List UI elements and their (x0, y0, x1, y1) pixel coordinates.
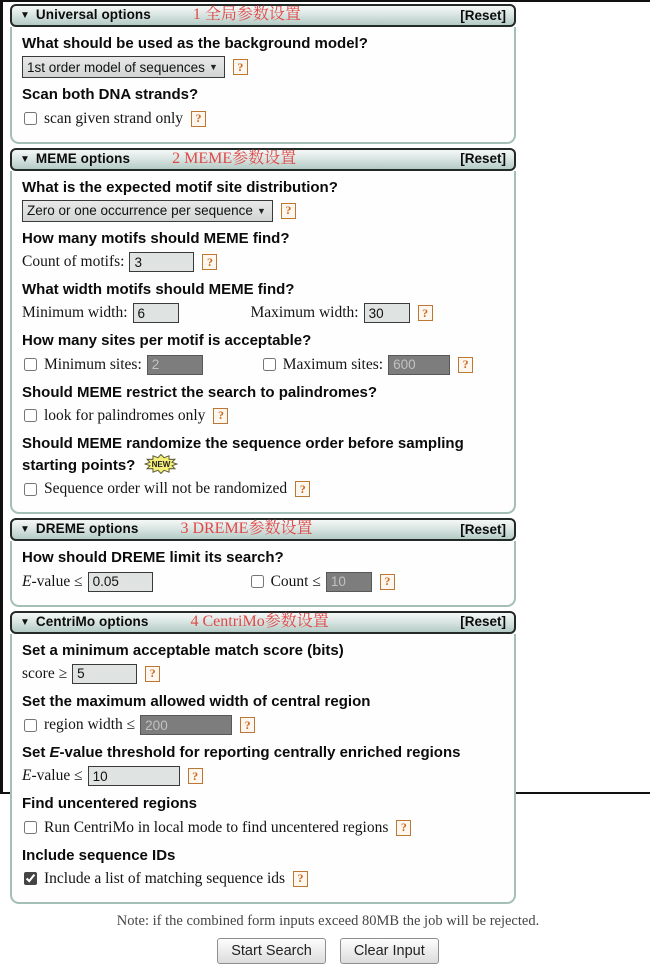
min-sites-input (147, 355, 203, 375)
reset-button[interactable]: [Reset] (460, 614, 506, 629)
include-seq-ids-checkbox[interactable] (24, 872, 37, 885)
clear-input-button[interactable]: Clear Input (340, 938, 439, 964)
min-sites-checkbox[interactable] (24, 358, 37, 371)
evalue-rest: -value ≤ (31, 767, 83, 785)
meme-options-header[interactable] (10, 148, 516, 171)
section-annotation: 4 CentriMo参数设置 (190, 612, 329, 630)
question-background-model: What should be used as the background model? (22, 35, 368, 52)
evalue-question-rest: -value threshold for reporting centrally enriched regions (59, 744, 461, 761)
max-sites-checkbox[interactable] (263, 358, 276, 371)
evalue-question-pre: Set (22, 744, 50, 761)
size-limit-note: Note: if the combined form inputs exceed 80MB the job will be rejected. (116, 912, 540, 929)
section-annotation: 1 全局参数设置 (192, 6, 301, 23)
scan-given-strand-checkbox[interactable] (24, 112, 37, 125)
dreme-options-header[interactable] (10, 518, 516, 541)
centrimo-evalue-input[interactable] (88, 766, 180, 786)
collapse-triangle-icon[interactable]: ▼ (20, 524, 30, 536)
help-icon[interactable]: ? (281, 203, 296, 219)
help-icon[interactable]: ? (295, 481, 310, 497)
centrimo-options-header[interactable] (10, 611, 516, 634)
score-input[interactable] (72, 664, 137, 684)
form-footer (10, 913, 646, 964)
section-title: DREME options (35, 521, 139, 537)
evalue-rest: -value ≤ (31, 572, 83, 590)
dreme-options-body (10, 541, 516, 606)
local-mode-checkbox[interactable] (24, 821, 37, 834)
chevron-down-icon: ▼ (257, 205, 266, 216)
evalue-label (22, 573, 83, 591)
background-model-select-wrap (22, 56, 225, 78)
checkbox-label: scan given strand only (44, 109, 184, 127)
background-model-select[interactable] (27, 57, 221, 77)
question-match-score: Set a minimum acceptable match score (bits) (22, 641, 344, 659)
site-distribution-select[interactable] (27, 201, 269, 221)
site-distribution-select-wrap (22, 200, 273, 222)
max-sites-input (388, 355, 450, 375)
help-icon[interactable]: ? (202, 254, 217, 270)
min-sites-label: Minimum sites: (44, 355, 142, 373)
collapse-triangle-icon[interactable]: ▼ (20, 616, 30, 628)
question-randomize-order (22, 434, 504, 477)
centrimo-options-body (10, 634, 516, 904)
question-site-distribution: What is the expected motif site distribution? (22, 178, 338, 196)
question-palindromes: Should MEME restrict the search to palindromes? (22, 383, 378, 401)
checkbox-label: Run CentriMo in local mode to find uncentered regions (44, 818, 389, 836)
dreme-options-section (10, 518, 516, 606)
dreme-count-label: Count ≤ (270, 572, 321, 590)
question-central-region: Set the maximum allowed width of central region (22, 692, 371, 710)
question-motif-width: What width motifs should MEME find? (22, 281, 295, 298)
svg-text:NEW: NEW (151, 460, 170, 469)
palindromes-only-checkbox[interactable] (24, 409, 37, 422)
help-icon[interactable]: ? (191, 111, 206, 127)
question-dreme-limit: How should DREME limit its search? (22, 549, 284, 567)
dreme-count-input (326, 572, 372, 592)
reset-button[interactable]: [Reset] (460, 151, 506, 166)
evalue-e: E (22, 767, 32, 785)
evalue-e: E (22, 572, 32, 590)
section-annotation: 2 MEME参数设置 (172, 149, 297, 167)
section-title: MEME options (35, 150, 131, 166)
help-icon[interactable]: ? (240, 717, 255, 733)
dreme-count-checkbox[interactable] (251, 575, 264, 588)
meme-options-section (10, 148, 516, 515)
question-motif-count: How many motifs should MEME find? (22, 229, 290, 247)
max-sites-label: Maximum sites: (282, 355, 384, 373)
randomize-order-checkbox[interactable] (24, 483, 37, 496)
motif-count-input[interactable] (129, 252, 194, 272)
dreme-evalue-input[interactable] (88, 572, 153, 592)
universal-options-header[interactable] (10, 4, 516, 27)
region-width-checkbox[interactable] (24, 719, 37, 732)
centrimo-evalue-label (22, 767, 83, 785)
evalue-question-e: E (49, 744, 60, 761)
universal-options-body (10, 27, 516, 144)
help-icon[interactable]: ? (396, 820, 411, 836)
motif-count-label: Count of motifs: (22, 253, 125, 270)
checkbox-label: look for palindromes only (44, 406, 206, 424)
max-width-input[interactable] (364, 303, 410, 323)
collapse-triangle-icon[interactable]: ▼ (20, 10, 30, 21)
reset-button[interactable]: [Reset] (460, 7, 506, 23)
checkbox-label: Sequence order will not be randomized (44, 480, 288, 498)
help-icon[interactable]: ? (458, 357, 473, 373)
question-sequence-ids: Include sequence IDs (22, 846, 176, 864)
randomize-question-text: Should MEME randomize the sequence order before sampling starting points? (22, 434, 464, 474)
question-scan-strands: Scan both DNA strands? (22, 86, 199, 104)
region-width-label: region width ≤ (44, 716, 136, 733)
min-width-input[interactable] (133, 303, 179, 323)
help-icon[interactable]: ? (145, 666, 160, 682)
question-uncentered-regions: Find uncentered regions (22, 795, 198, 813)
region-width-input (140, 715, 232, 735)
min-width-label: Minimum width: (22, 304, 128, 322)
reset-button[interactable]: [Reset] (460, 521, 506, 537)
help-icon[interactable]: ? (293, 871, 308, 887)
new-badge-icon (144, 454, 178, 474)
chevron-down-icon: ▼ (209, 62, 218, 73)
help-icon[interactable]: ? (380, 574, 395, 590)
max-width-label: Maximum width: (250, 304, 359, 322)
help-icon[interactable]: ? (188, 768, 203, 784)
centrimo-options-section (10, 611, 516, 904)
collapse-triangle-icon[interactable]: ▼ (20, 153, 30, 165)
question-centrimo-evalue (22, 743, 504, 763)
meme-options-body (10, 171, 516, 515)
section-title: CentriMo options (35, 613, 149, 629)
question-sites-per-motif: How many sites per motif is acceptable? (22, 332, 312, 350)
section-annotation: 3 DREME参数设置 (180, 520, 313, 538)
help-icon[interactable]: ? (233, 59, 248, 75)
section-title: Universal options (35, 7, 151, 22)
start-search-button[interactable]: Start Search (217, 938, 326, 964)
help-icon[interactable]: ? (213, 408, 228, 424)
universal-options-section (10, 4, 516, 144)
score-label: score ≥ (22, 664, 68, 682)
checkbox-label: Include a list of matching sequence ids (44, 869, 286, 887)
help-icon[interactable]: ? (418, 305, 433, 321)
